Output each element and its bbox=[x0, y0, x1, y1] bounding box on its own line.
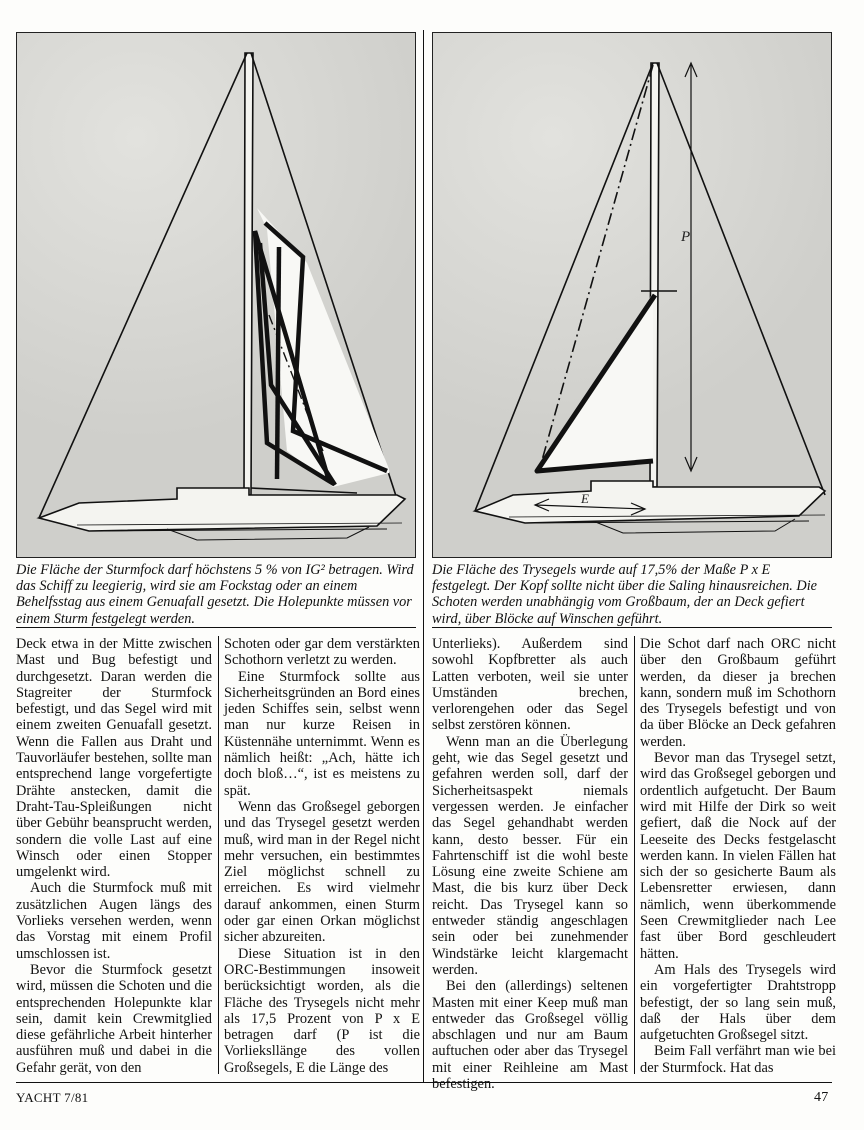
rule-under-left-caption bbox=[16, 627, 416, 628]
magazine-issue: YACHT 7/81 bbox=[16, 1090, 89, 1105]
text-column-2 bbox=[224, 636, 420, 1076]
backstay bbox=[657, 63, 825, 495]
caption-trysail: Die Fläche des Trysegels wurde auf 17,5% der Maße P x E festgelegt. Der Kopf sollte nicht über die Saling hinausreichen. Die Schoten werden unabhängig vom Großbaum, der an Deck gefiert wird, über Blöcke auf Winschen geführt. bbox=[432, 562, 818, 627]
paragraph: Bevor man das Trysegel setzt, wird das Großsegel geborgen und ordentlich aufgetucht. Der Baum wird mit Hilfe der Dirk so weit gefiert, daß die Nock auf der Leeseite des Decks festgelascht werden kann. In vielen Fällen hat sich der so gesicherte Baum als Lebensretter erwiesen, dann nämlich, wenn überkommende Seen Crewmitglieder nach Lee fast über Bord geschleudert hätten. bbox=[640, 750, 836, 962]
trysail-drawing bbox=[433, 33, 831, 557]
paragraph: Deck etwa in der Mitte zwischen Mast und Bug befestigt und durchgesetzt. Daran werden die Stagreiter der Sturmfock befestigt, und das Segel wird mit einem zweiten Genuafall gesetzt. Wenn die Fallen aus Draht und Tauvorläufer bestehen, sollte man entsprechend lange vorgefertigte Drähte anstecken, damit die Draht-Tau-Spleißungen nicht über Gebühr beansprucht werden, sondern die volle Last auf eine Winsch oder einen Stopper umgelenkt wird. bbox=[16, 636, 212, 881]
paragraph: Auch die Sturmfock muß mit zusätzlichen Augen längs des Vorlieks versehen werden, wenn das Vorstag mit einem Profil umschlossen ist. bbox=[16, 880, 212, 962]
paragraph: Am Hals des Trysegels wird ein vorgefertigter Drahtstropp befestigt, der so lang sein muß, daß der Hals über dem aufgetuchten Großsegel sitzt. bbox=[640, 961, 836, 1044]
center-divider bbox=[423, 30, 424, 1082]
text-column-1 bbox=[16, 636, 212, 1076]
page-number: 47 bbox=[814, 1090, 829, 1105]
trysail-illustration bbox=[432, 32, 832, 558]
column-divider-3 bbox=[634, 636, 635, 1074]
paragraph: Diese Situation ist in den ORC-Bestimmungen insoweit berücksichtigt worden, als die Fläche des Trysegels nicht mehr als 17,5 Prozent von P x E betragen darf (P ist die Vorlieksllänge des vollen Großsegels, E die Länge des bbox=[224, 945, 420, 1076]
forestay bbox=[39, 53, 247, 518]
paragraph: Unterlieks). Außerdem sind sowohl Kopfbretter als auch Latten verboten, weil sie unter Umständen brechen, verlorengehen oder das Segel selbst zerstören können. bbox=[432, 636, 628, 734]
storm-jib-illustration bbox=[16, 32, 416, 558]
paragraph: Wenn man an die Überlegung geht, wie das Segel gesetzt und gefahren werden soll, darf der Sicherheitsaspekt niemals vergessen werden. Je einfacher das Segel gehandhabt werden kann, desto besser. Für ein Fahrtenschiff ist die wohl beste Lösung eine zweite Schiene am Mast, die bis kurz über Deck reicht. Das Trysegel kann so entweder ständig angeschlagen sein oder bei zunehmender Windstärke leicht klargemacht werden. bbox=[432, 733, 628, 978]
paragraph: Die Schot darf nach ORC nicht über den Großbaum geführt werden, da dieser ja brechen kann, sondern muß im Schothorn des Trysegels befestigt und von da über Blöcke an Deck gefahren werden. bbox=[640, 636, 836, 750]
paragraph: Eine Sturmfock sollte aus Sicherheitsgründen an Bord eines jeden Schiffes sein, selbst wenn man nur kurze Reisen in Küstennähe unternimmt. Wenn es nämlich heißt: „Ach, hätte ich doch bloß…“, ist es meistens zu spät. bbox=[224, 668, 420, 799]
paragraph: Beim Fall verfährt man wie bei der Sturmfock. Hat das bbox=[640, 1043, 836, 1076]
caption-storm-jib: Die Fläche der Sturmfock darf höchstens 5 % von IG² betragen. Wird das Schiff zu leegierig, wird sie am Fockstag oder an einem Behelfsstag aus einem Genuafall gesetzt. Die Holepunkte müssen vor einem Sturm festgelegt werden. bbox=[16, 562, 414, 627]
p-label: P bbox=[681, 229, 691, 245]
mast bbox=[244, 53, 253, 495]
paragraph: Bevor die Sturmfock gesetzt wird, müssen die Schoten und die entsprechenden Holepunkte klar sein, damit kein Crewmitglied diese gefährliche Arbeit hinterher ausführen muß und dabei in die Gefahr gerät, von den bbox=[16, 961, 212, 1076]
paragraph: Bei den (allerdings) seltenen Masten mit einer Keep muß man entweder das Großsegel völlig abschlagen und nur am Baum auftuchen oder aber das Trysegel mit einer Reihleine am Mast befestigen. bbox=[432, 978, 628, 1093]
text-column-3 bbox=[432, 636, 628, 1093]
text-column-4 bbox=[640, 636, 836, 1076]
rule-under-right-caption bbox=[432, 627, 832, 628]
paragraph: Wenn das Großsegel geborgen und das Trysegel gesetzt werden muß, wird man in der Regel nicht mehr versuchen, ein bestimmtes Ziel möglichst schnell zu erreichen. Es wird vielmehr darauf ankommen, einen Sturm oder gar einen Orkan möglichst sicher abzureiten. bbox=[224, 798, 420, 946]
storm-jib-drawing bbox=[17, 33, 415, 557]
e-label: E bbox=[581, 491, 589, 506]
paragraph: Schoten oder gar dem verstärkten Schothorn verletzt zu werden. bbox=[224, 636, 420, 669]
footer-rule bbox=[16, 1082, 832, 1083]
column-divider-1 bbox=[218, 636, 219, 1074]
